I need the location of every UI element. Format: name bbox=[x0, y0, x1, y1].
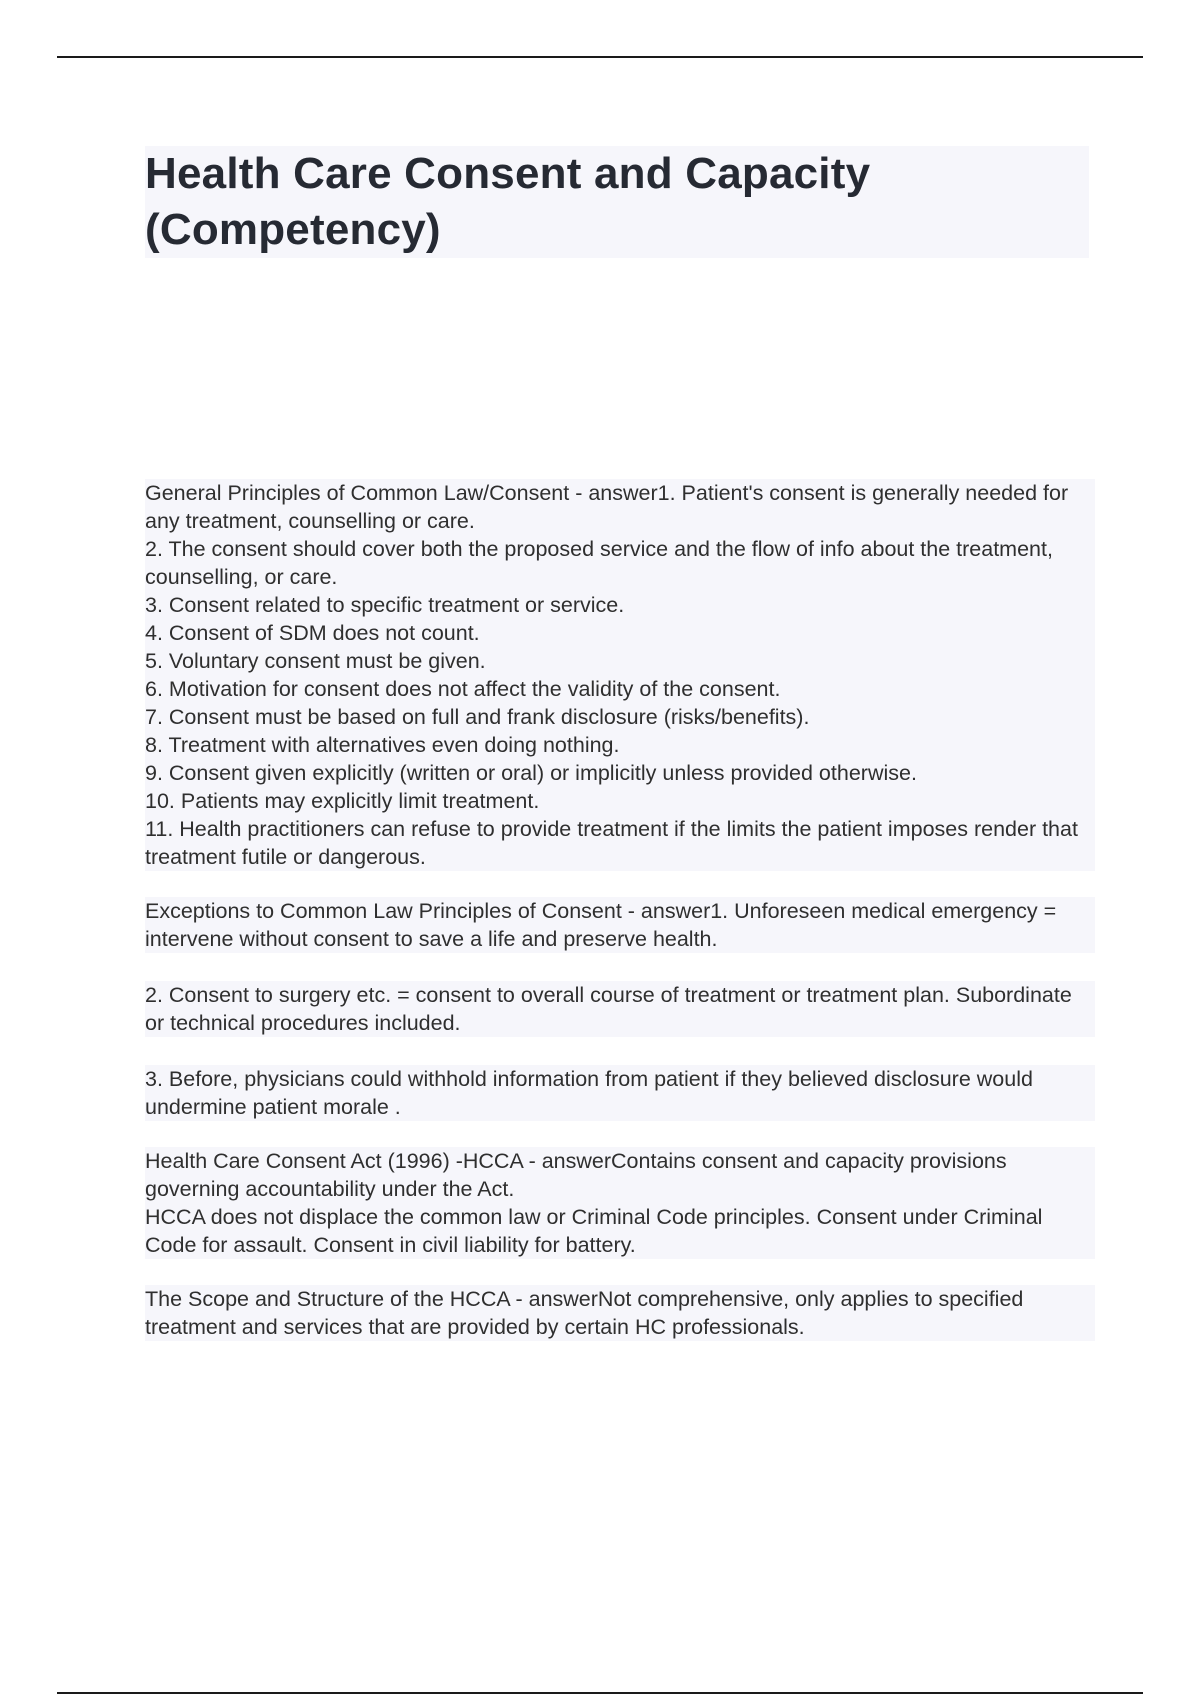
header-rule bbox=[57, 56, 1143, 58]
entry-line: 3. Before, physicians could withhold information from patient if they believed disclosure would undermine patient morale . bbox=[145, 1065, 1095, 1121]
entry-spacer bbox=[145, 1037, 1095, 1065]
entry-line: 8. Treatment with alternatives even doing nothing. bbox=[145, 731, 1095, 759]
entry-line: 5. Voluntary consent must be given. bbox=[145, 647, 1095, 675]
entry-line: 7. Consent must be based on full and frank disclosure (risks/benefits). bbox=[145, 703, 1095, 731]
entry-line: General Principles of Common Law/Consent - answer1. Patient's consent is generally needed for any treatment, counselling or care. bbox=[145, 479, 1095, 535]
footer-rule bbox=[57, 1692, 1143, 1694]
entry-scope-structure bbox=[145, 1285, 1095, 1341]
entry-line: 2. The consent should cover both the proposed service and the flow of info about the treatment, counselling, or care. bbox=[145, 535, 1095, 591]
entry-spacer bbox=[145, 953, 1095, 981]
entry-line: 6. Motivation for consent does not affect the validity of the consent. bbox=[145, 675, 1095, 703]
entry-line: 3. Consent related to specific treatment or service. bbox=[145, 591, 1095, 619]
document-body bbox=[145, 479, 1095, 1367]
entry-line: Exceptions to Common Law Principles of Consent - answer1. Unforeseen medical emergency = intervene without consent to save a life and preserve health. bbox=[145, 897, 1095, 953]
document-title: Health Care Consent and Capacity (Competency) bbox=[145, 149, 871, 254]
entry-exceptions bbox=[145, 897, 1095, 1121]
entry-line: 11. Health practitioners can refuse to provide treatment if the limits the patient imposes render that treatment futile or dangerous. bbox=[145, 815, 1095, 871]
entry-hcca bbox=[145, 1147, 1095, 1259]
entry-line: 4. Consent of SDM does not count. bbox=[145, 619, 1095, 647]
entry-line: Health Care Consent Act (1996) -HCCA - answerContains consent and capacity provisions governing accountability under the Act. bbox=[145, 1147, 1095, 1203]
entry-line: 9. Consent given explicitly (written or oral) or implicitly unless provided otherwise. bbox=[145, 759, 1095, 787]
title-block bbox=[145, 146, 1089, 258]
entry-line: 10. Patients may explicitly limit treatment. bbox=[145, 787, 1095, 815]
entry-line: 2. Consent to surgery etc. = consent to overall course of treatment or treatment plan. Subordinate or technical procedures included. bbox=[145, 981, 1095, 1037]
entry-line: HCCA does not displace the common law or Criminal Code principles. Consent under Criminal Code for assault. Consent in civil liability for battery. bbox=[145, 1203, 1095, 1259]
entry-general-principles bbox=[145, 479, 1095, 871]
entry-line: The Scope and Structure of the HCCA - answerNot comprehensive, only applies to specified treatment and services that are provided by certain HC professionals. bbox=[145, 1285, 1095, 1341]
